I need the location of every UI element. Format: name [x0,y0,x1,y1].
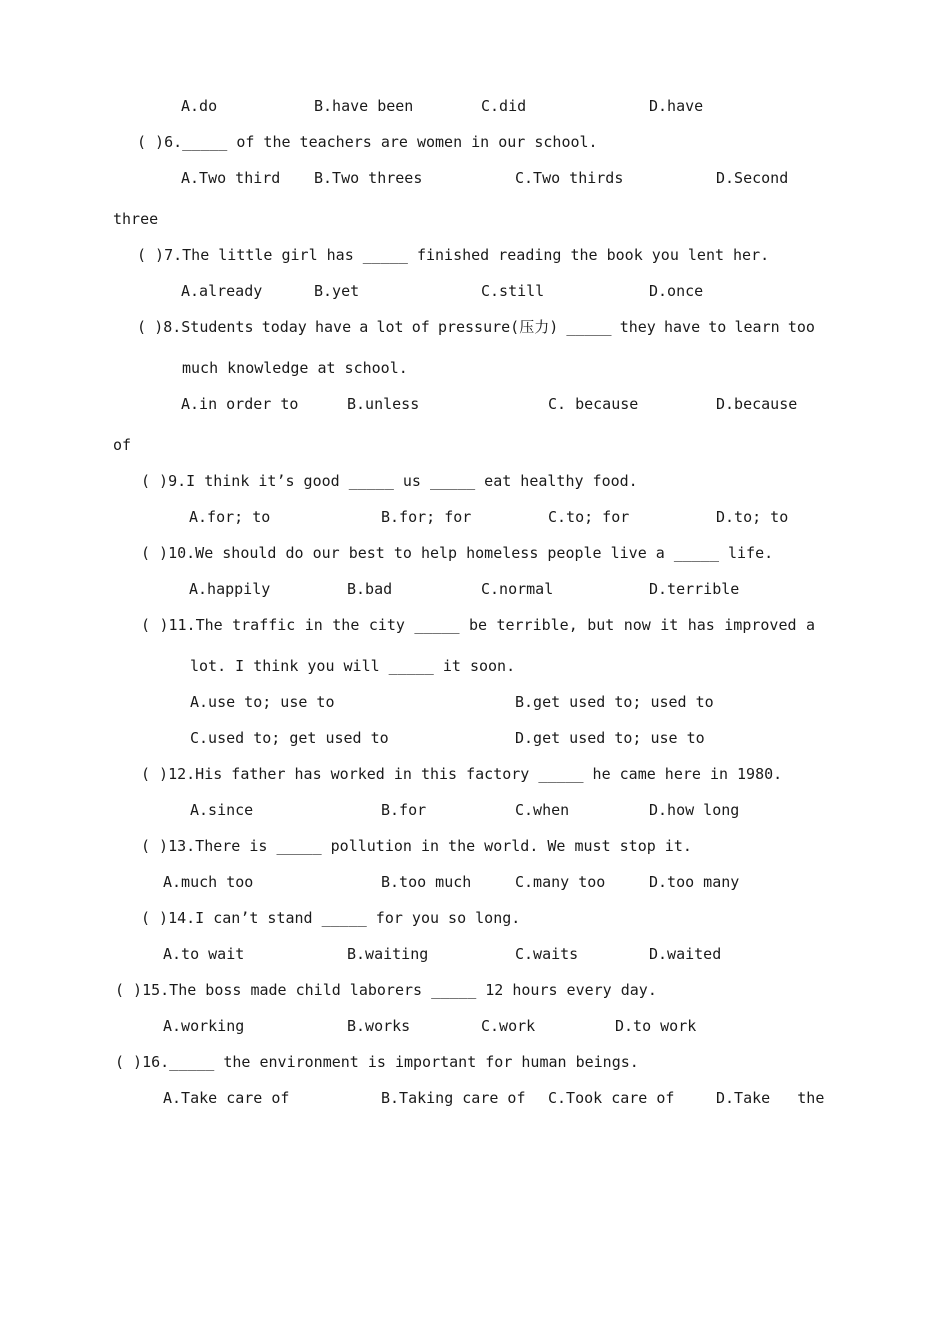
q8-option-wrap: of [113,436,132,454]
q11-stem-word: the [332,616,360,634]
q7-option-d: D.once [649,282,704,300]
q7-option-c: C.still [481,282,545,300]
q7-option-a: A.already [181,282,263,300]
q8-stem [137,317,815,337]
q8-option-b: B.unless [347,395,420,413]
q8-stem-word: they [619,318,656,336]
q8-stem-word: ( [137,318,147,336]
q11-option-b: B.get used to; used to [515,693,714,711]
q9-option-d: D.to; to [716,508,789,526]
q9-option-b: B.for; for [381,508,472,526]
q11-stem-word: has [687,616,715,634]
q12-option-a: A.since [190,801,254,819]
q5-option-a: A.do [181,97,218,115]
q6-stem: ( )6._____ of the teachers are women in our school. [137,133,598,151]
q6-option-d: D.Second [716,169,789,187]
q8-option-d: D.because [716,395,798,413]
q11-stem-word: terrible, [496,616,578,634]
q5-option-c: C.did [481,97,527,115]
q15-option-d: D.to work [615,1017,697,1035]
q10-option-d: D.terrible [649,580,740,598]
q8-stem-word: )8.Students [154,318,254,336]
q10-option-a: A.happily [189,580,271,598]
q11-option-a: A.use to; use to [190,693,335,711]
q8-stem-word: have [315,318,352,336]
q11-stem-word: but [587,616,615,634]
q8-stem-word: learn [734,318,780,336]
q12-stem: ( )12.His father has worked in this factory _____ he came here in 1980. [141,765,783,783]
q8-stem-word: to [708,318,727,336]
q8-stem-word: of [411,318,430,336]
q8-stem-word: today [261,318,307,336]
q10-option-b: B.bad [347,580,393,598]
q6-option-b: B.Two threes [314,169,423,187]
q12-option-c: C.when [515,801,570,819]
q8-stem-word: pressure(压力) [437,318,559,336]
q8-stem-word: _____ [566,318,612,336]
q11-stem-word: in [304,616,323,634]
q6-option-wrap: three [113,210,159,228]
q11-stem-word: a [805,616,815,634]
q15-stem: ( )15.The boss made child laborers _____ 12 hours every day. [115,981,657,999]
q14-option-a: A.to wait [163,945,245,963]
q5-option-d: D.have [649,97,704,115]
q15-option-a: A.working [163,1017,245,1035]
q11-stem-word: )11.The [159,616,223,634]
q16-option-c: C.Took care of [548,1089,675,1107]
q13-option-d: D.too many [649,873,740,891]
q7-stem: ( )7.The little girl has _____ finished reading the book you lent her. [137,246,770,264]
q8-option-c: C. because [548,395,639,413]
q9-option-a: A.for; to [189,508,271,526]
q11-stem-word: _____ [414,616,460,634]
q13-option-a: A.much too [163,873,254,891]
q11-stem-word: city [368,616,405,634]
q13-option-c: C.many too [515,873,606,891]
q15-option-b: B.works [347,1017,411,1035]
q11-stem [141,615,815,635]
q13-stem: ( )13.There is _____ pollution in the world. We must stop it. [141,837,692,855]
q16-option-b: B.Taking care of [381,1089,526,1107]
q9-option-c: C.to; for [548,508,630,526]
q16-option-d: D.Take the [716,1089,825,1107]
q5-option-b: B.have been [314,97,414,115]
q11-stem-word: ( [141,616,151,634]
q10-stem: ( )10.We should do our best to help homeless people live a _____ life. [141,544,774,562]
q14-option-d: D.waited [649,945,722,963]
q6-option-a: A.Two third [181,169,281,187]
q13-option-b: B.too much [381,873,472,891]
q9-stem: ( )9.I think it’s good _____ us _____ eat healthy food. [141,472,638,490]
q11-stem-word: traffic [232,616,296,634]
q6-option-c: C.Two thirds [515,169,624,187]
q11-stem-word: it [660,616,679,634]
q11-stem-word: be [468,616,488,634]
q16-stem: ( )16._____ the environment is important for human beings. [115,1053,639,1071]
q8-stem-line2: much knowledge at school. [182,359,408,377]
q11-stem-word: improved [724,616,797,634]
q7-option-b: B.yet [314,282,360,300]
q14-option-b: B.waiting [347,945,429,963]
q10-option-c: C.normal [481,580,554,598]
q8-stem-word: a [359,318,369,336]
q16-option-a: A.Take care of [163,1089,290,1107]
q11-stem-word: now [623,616,651,634]
q8-stem-word: lot [376,318,404,336]
q15-option-c: C.work [481,1017,536,1035]
q8-stem-word: too [787,318,815,336]
q8-stem-word: have [664,318,701,336]
q14-stem: ( )14.I can’t stand _____ for you so long. [141,909,521,927]
q14-option-c: C.waits [515,945,579,963]
q8-option-a: A.in order to [181,395,299,413]
q11-stem-line2: lot. I think you will _____ it soon. [190,657,516,675]
q11-option-d: D.get used to; use to [515,729,705,747]
q12-option-d: D.how long [649,801,740,819]
q12-option-b: B.for [381,801,427,819]
q11-option-c: C.used to; get used to [190,729,389,747]
